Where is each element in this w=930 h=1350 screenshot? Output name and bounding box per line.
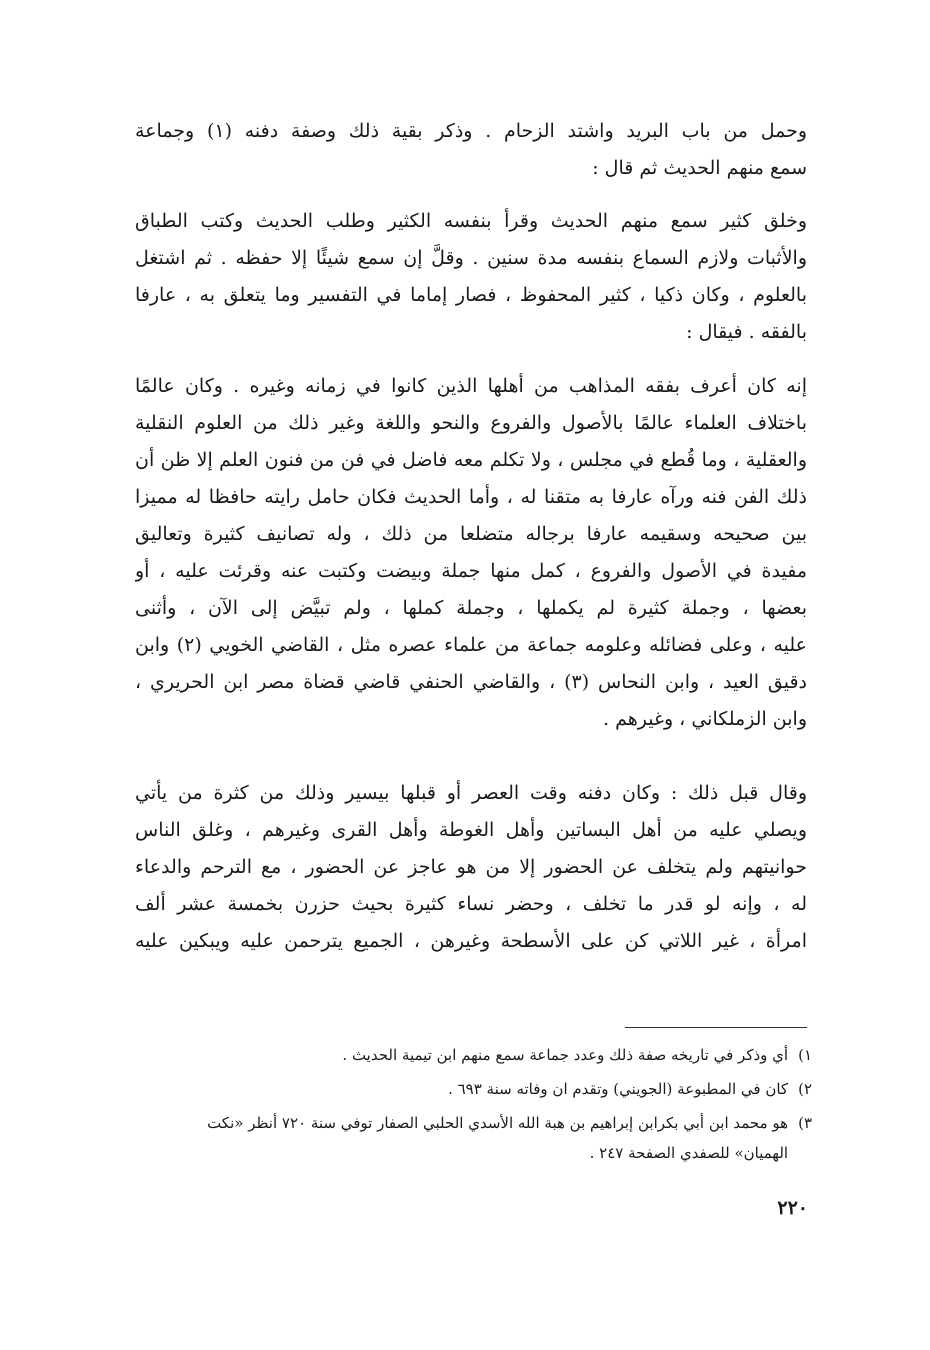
paragraph-line: والأثبات ولازم السماع بنفسه مدة سنين . وقلَّ إن سمع شيئًا إلا حفظه . ثم اشتغل (135, 247, 807, 269)
paragraph-line: حوانيتهم ولم يتخلف عن الحضور إلا من هو عاجز عن الحضور ، مع الترحم والدعاء (135, 856, 807, 878)
paragraph-3 (135, 368, 807, 738)
footnote-3 (140, 1108, 812, 1168)
footnote-line: أي وذكر في تاريخه صفة ذلك وعدد جماعة سمع منهم ابن تيمية الحديث . (342, 1046, 789, 1064)
footnote-line: الهميان» للصفدي الصفحة ٢٤٧ . (589, 1144, 789, 1162)
paragraph-2 (135, 203, 807, 351)
page-number: ٢٢٠ (777, 1197, 808, 1219)
paragraph-1 (135, 113, 807, 187)
footnote-line: هو محمد ابن أبي بكرابن إبراهيم بن هبة الله الأسدي الحلبي الصفار توفي سنة ٧٢٠ أنظر «نكت (207, 1114, 789, 1132)
paragraph-line: سمع منهم الحديث ثم قال : (592, 157, 807, 179)
paragraph-line: ويصلي عليه من أهل البساتين وأهل الغوطة وأهل القرى وغيرهم ، وغلق الناس (135, 819, 807, 841)
paragraph-line: له ، وإنه لو قدر ما تخلف ، وحضر نساء كثيرة بحيث حزرن بخمسة عشر ألف (135, 893, 807, 915)
paragraph-line: وخلق كثير سمع منهم الحديث وقرأ بنفسه الكثير وطلب الحديث وكتب الطباق (135, 210, 807, 232)
paragraph-line: بالفقه . فيقال : (686, 321, 807, 343)
paragraph-line: بعضها ، وجملة كثيرة لم يكملها ، وجملة كملها ، ولم تبيَّض إلى الآن ، وأثنى (135, 597, 807, 619)
paragraph-line: باختلاف العلماء عالمًا بالأصول والفروع والنحو واللغة وغير ذلك من العلوم النقلية (135, 412, 807, 434)
paragraph-line: مفيدة في الأصول والفروع ، كمل منها جملة وبيضت وكتبت عنه وقرئت عليه ، أو (135, 560, 807, 582)
paragraph-line: دقيق العيد ، وابن النحاس (٣) ، والقاضي الحنفي قاضي قضاة مصر ابن الحريري ، (135, 671, 807, 693)
footnote-divider (625, 1027, 807, 1028)
footnote-2 (140, 1074, 812, 1104)
paragraph-line: امرأة ، غير اللاتي كن على الأسطحة وغيرهن ، الجميع يترحمن عليه ويبكين عليه (135, 930, 807, 952)
paragraph-line: والعقلية ، وما قُطع في مجلس ، ولا تكلم معه فاضل في فن من فنون العلم إلا ظن أن (135, 449, 807, 471)
footnotes (140, 1040, 812, 1172)
paragraph-line: عليه ، وعلى فضائله وعلومه جماعة من علماء عصره مثل ، القاضي الخويي (٢) وابن (135, 634, 807, 656)
paragraph-line: وابن الزملكاني ، وغيرهم . (603, 708, 807, 730)
paragraph-line: بالعلوم ، وكان ذكيا ، كثير المحفوظ ، فصار إماما في التفسير وما يتعلق به ، عارفا (135, 284, 807, 306)
paragraph-line: وحمل من باب البريد واشتد الزحام . وذكر بقية ذلك وصفة دفنه (١) وجماعة (135, 120, 807, 142)
footnote-1 (140, 1040, 812, 1070)
paragraph-line: ذلك الفن فنه ورآه عارفا به متقنا له ، وأما الحديث فكان حامل رايته حافظا له مميزا (135, 486, 807, 508)
footnote-line: كان في المطبوعة (الجويني) وتقدم ان وفاته سنة ٦٩٣ . (448, 1080, 789, 1098)
paragraph-line: بين صحيحه وسقيمه عارفا برجاله متضلعا من ذلك ، وله تصانيف كثيرة وتعاليق (135, 523, 807, 545)
paragraph-line: إنه كان أعرف بفقه المذاهب من أهلها الذين كانوا في زمانه وغيره . وكان عالمًا (135, 375, 807, 397)
footnote-text (140, 1108, 788, 1168)
footnote-number: ٢) (798, 1080, 812, 1098)
footnote-text (140, 1040, 788, 1070)
footnote-number: ٣) (798, 1114, 812, 1132)
paragraph-line: وقال قبل ذلك : وكان دفنه وقت العصر أو قبلها بيسير وذلك من كثرة من يأتي (135, 782, 807, 804)
paragraph-4 (135, 775, 807, 960)
footnote-number: ١) (798, 1046, 812, 1064)
footnote-text (140, 1074, 788, 1104)
